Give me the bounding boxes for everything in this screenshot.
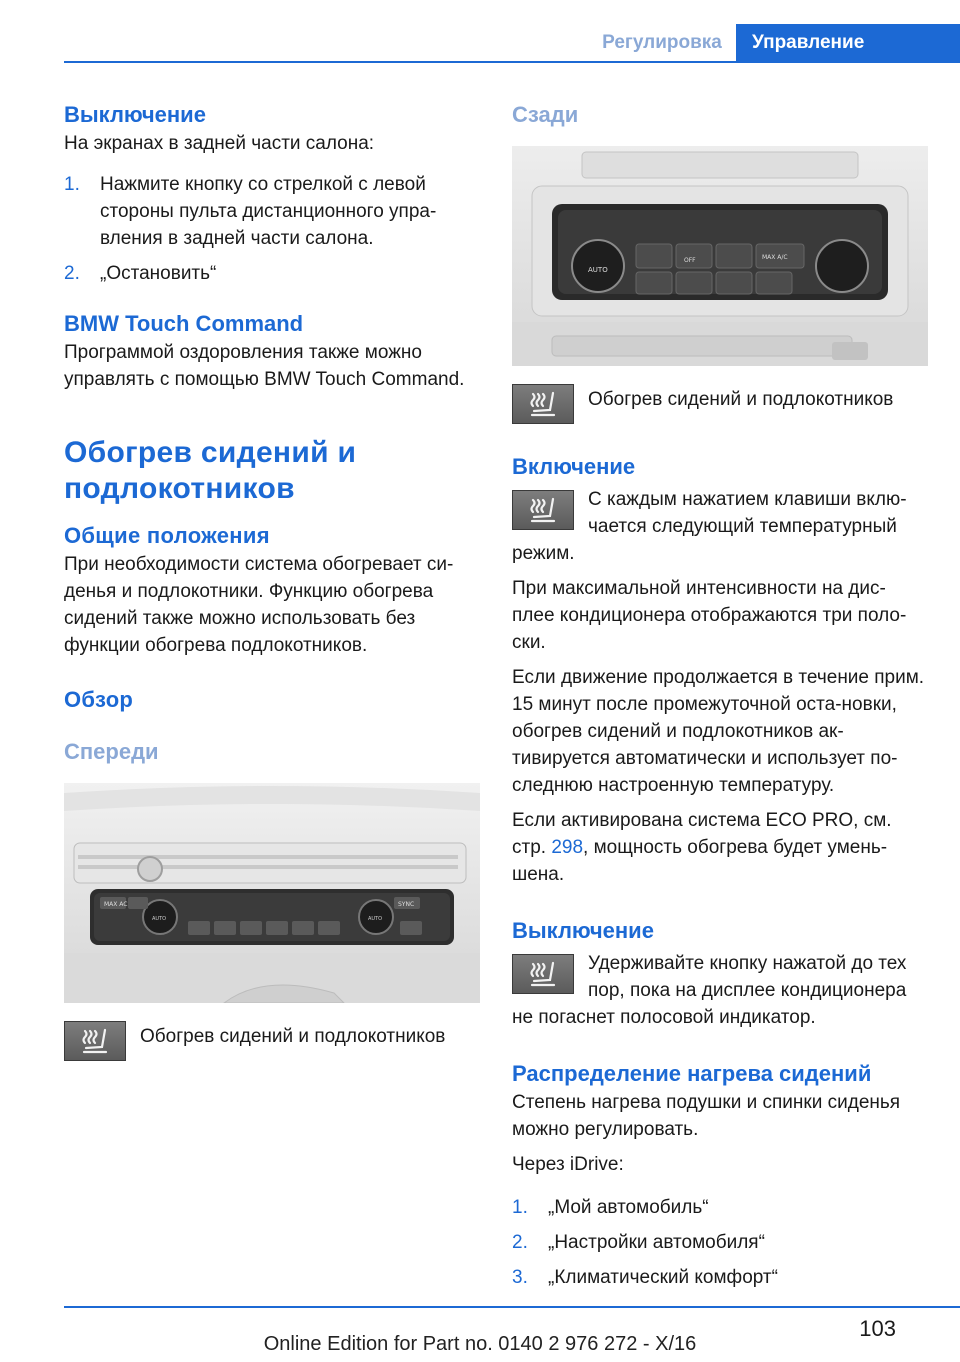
switch-on-block bbox=[512, 486, 928, 567]
distribution-heading: Распределение нагрева сидений bbox=[512, 1061, 872, 1086]
switch-off-intro: На экранах в задней части салона: bbox=[64, 133, 375, 154]
page-ref-link[interactable]: 298 bbox=[551, 837, 584, 858]
page-number: 103 bbox=[859, 1316, 896, 1341]
rear-auto-label: AUTO bbox=[588, 266, 608, 274]
rear-caption: Обогрев сидений и подлокотников bbox=[588, 389, 894, 410]
switch-off-block bbox=[512, 950, 928, 1031]
switch-off-text: Удерживайте кнопку нажатой до тех пор, пока на дисплее кондиционера не погаснет полосовой индикатор. bbox=[512, 953, 907, 1028]
switch-off-heading-right: Выключение bbox=[512, 918, 654, 943]
footer-rule bbox=[64, 1306, 960, 1308]
eco-pro-text-pre: Если активирована система ECO PRO, см. стр. bbox=[512, 810, 892, 858]
distribution-text: Степень нагрева подушки и спинки сиденья можно регулировать. bbox=[512, 1092, 901, 1140]
idrive-intro: Через iDrive: bbox=[512, 1154, 624, 1175]
rear-climate-photo bbox=[512, 146, 928, 366]
switch-on-text-1: С каждым нажатием клавиши вклю-чается следующий температурный режим. bbox=[512, 489, 907, 564]
front-auto-right-label: AUTO bbox=[368, 916, 383, 922]
eco-pro-text-post: , мощность обогрева будет умень-шена. bbox=[512, 837, 888, 885]
header-tab-adjustment[interactable]: Регулировка bbox=[602, 32, 722, 53]
front-caption-row bbox=[64, 1021, 480, 1061]
switch-on-heading: Включение bbox=[512, 454, 636, 479]
step-number: 1. bbox=[64, 174, 80, 195]
list-item bbox=[64, 171, 480, 252]
list-item bbox=[512, 1264, 928, 1291]
front-max-ac-label: MAX AC bbox=[104, 901, 128, 908]
footer-edition: Online Edition for Part no. 0140 2 976 272 - X/16 bbox=[263, 1333, 697, 1355]
section-title: Обогрев сидений и подлокотников bbox=[64, 436, 357, 505]
step-text: „Мой автомобиль“ bbox=[548, 1197, 709, 1218]
front-caption: Обогрев сидений и подлокотников bbox=[140, 1026, 446, 1047]
btc-heading: BMW Touch Command bbox=[64, 311, 304, 336]
step-number: 2. bbox=[64, 263, 80, 284]
rear-climate-illustration bbox=[512, 146, 928, 366]
step-number: 2. bbox=[512, 1232, 528, 1253]
switch-off-heading: Выключение bbox=[64, 102, 206, 127]
rear-caption-row bbox=[512, 384, 928, 424]
rear-off-label: OFF bbox=[684, 257, 696, 264]
btc-text: Программой оздоровления также можно управлять с помощью BMW Touch Command. bbox=[64, 342, 465, 390]
front-climate-photo bbox=[64, 783, 480, 1003]
switch-on-text-2: При максимальной интенсивности на дис-плее кондиционера отображаются три поло-ски. bbox=[512, 578, 907, 653]
front-climate-illustration bbox=[64, 783, 480, 1003]
seat-heating-glyph bbox=[526, 496, 560, 524]
switch-on-text-4 bbox=[512, 807, 928, 888]
rear-heading: Сзади bbox=[512, 102, 579, 127]
front-heading: Спереди bbox=[64, 739, 159, 764]
switch-off-steps bbox=[64, 171, 480, 287]
step-number: 3. bbox=[512, 1267, 528, 1288]
general-text: При необходимости система обогревает си-денья и подлокотники. Функцию обогрева сидений также можно использовать без функции обогрева подлокотников. bbox=[64, 554, 454, 656]
list-item bbox=[512, 1194, 928, 1221]
step-text: Нажмите кнопку со стрелкой с левой стороны пульта дистанционного упра-вления в задней части салона. bbox=[100, 174, 437, 249]
step-text: „Остановить“ bbox=[100, 263, 217, 284]
list-item bbox=[512, 1229, 928, 1256]
header-rule bbox=[64, 61, 960, 63]
left-column bbox=[64, 100, 480, 1061]
general-heading: Общие положения bbox=[64, 523, 270, 548]
front-auto-left-label: AUTO bbox=[152, 916, 167, 922]
rear-max-ac-label: MAX A/C bbox=[762, 254, 788, 261]
seat-heating-icon bbox=[512, 954, 574, 994]
front-sync-label: SYNC bbox=[398, 901, 415, 908]
step-text: „Климатический комфорт“ bbox=[548, 1267, 778, 1288]
overview-heading: Обзор bbox=[64, 687, 134, 712]
seat-heating-icon bbox=[512, 384, 574, 424]
seat-heating-glyph bbox=[526, 960, 560, 988]
step-text: „Настройки автомобиля“ bbox=[548, 1232, 765, 1253]
step-number: 1. bbox=[512, 1197, 528, 1218]
seat-heating-glyph bbox=[78, 1027, 112, 1055]
seat-heating-icon bbox=[512, 490, 574, 530]
header-tab-operation[interactable]: Управление bbox=[736, 24, 960, 62]
seat-heating-glyph bbox=[526, 390, 560, 418]
seat-heating-icon bbox=[64, 1021, 126, 1061]
switch-on-text-3: Если движение продолжается в течение прим. 15 минут после промежуточной оста-новки, обогрев сидений и подлокотников ак-тивируется автоматически и использует по-следнюю настроенную температуру. bbox=[512, 667, 925, 796]
idrive-steps bbox=[512, 1194, 928, 1291]
list-item bbox=[64, 260, 480, 287]
right-column bbox=[512, 100, 928, 1299]
